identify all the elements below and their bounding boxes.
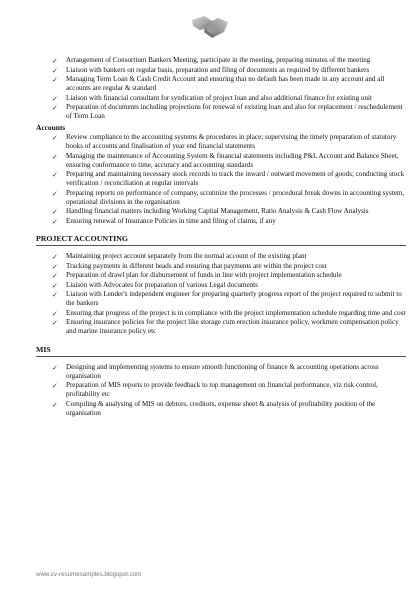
list-item — [36, 207, 406, 216]
check-icon: ✓ — [52, 94, 58, 103]
list-item-text: Ensuring insurance policies for the project like storage cum erection insurance policy, workmen compensation policy and marine insurance policy etc — [66, 318, 399, 335]
list-item-text: Ensuring renewal of Insurance Policies in time and filing of claims, if any — [66, 216, 276, 225]
list-item — [36, 133, 406, 151]
check-icon: ✓ — [52, 272, 58, 280]
list-item — [36, 152, 406, 170]
list-item — [36, 56, 406, 65]
list-item — [36, 75, 406, 93]
list-item-text: Preparation of MIS reports to provide feedback to top management on financial performance, viz risk control, profitability etc — [66, 381, 378, 398]
resume-content — [36, 56, 406, 418]
list-item — [36, 189, 406, 207]
mis-list — [36, 363, 406, 418]
project-accounting-list — [36, 252, 406, 336]
list-item-text: Preparing reports on performance of company, scrutinize the processes / procedural break downs in accounting system, operational divisions in the organisation — [66, 188, 405, 206]
accounts-list — [36, 133, 406, 226]
list-item — [36, 170, 406, 188]
list-item-text: Managing the maintenance of Accounting System & financial statements including P&L Account and Balance Sheet, ensuring conformance to time, accuracy and accounting standards — [66, 151, 399, 169]
list-item — [36, 252, 406, 261]
list-item — [36, 103, 406, 121]
list-item — [36, 217, 406, 226]
check-icon: ✓ — [52, 217, 58, 226]
check-icon: ✓ — [52, 104, 58, 112]
check-icon: ✓ — [52, 382, 58, 390]
check-icon: ✓ — [52, 152, 58, 161]
list-item — [36, 400, 406, 418]
project-accounting-title: PROJECT ACCOUNTING — [36, 234, 406, 246]
list-item — [36, 318, 406, 336]
list-item — [36, 94, 406, 103]
check-icon: ✓ — [52, 319, 58, 327]
check-icon: ✓ — [52, 189, 58, 198]
list-item-text: Preparation of drawl plan for disbursement of funds in line with project implementation schedule — [66, 271, 342, 279]
list-item-text: Liaison with Lender's independent engineer for preparing quarterly progress report of the project required to submit to the bankers — [66, 290, 402, 307]
check-icon: ✓ — [52, 291, 58, 299]
check-icon: ✓ — [52, 57, 58, 65]
list-item-text: Tracking payments in different heads and ensuring that payments are within the project cost — [66, 261, 327, 270]
footer-url: www.cv-resumesamples.blogspot.com — [36, 571, 142, 578]
list-item-text: Maintaining project account separately from the normal account of the existing plant — [66, 252, 307, 260]
list-item — [36, 262, 406, 271]
list-item-text: Preparing and maintaining necessary stock records to track the inward / outward movement of goods; conducting stock verification / reconciliation at regular intervals — [66, 170, 405, 187]
list-item — [36, 363, 406, 381]
accounts-heading: Accounts — [36, 123, 66, 132]
list-item-text: Handling financial matters including Working Capital Management, Ratio Analysis & Cash Flow Analysis — [66, 207, 369, 215]
list-item-text: Review compliance to the accounting systems & procedures in place; supervising the timely preparation of statutory books of accounts and finalisation of year end financial statements — [66, 133, 397, 150]
list-item-text: Arrangement of Consortium Bankers Meeting, participate in the meeting, preparing minutes of the meeting — [66, 56, 371, 64]
check-icon: ✓ — [52, 363, 58, 372]
check-icon: ✓ — [52, 262, 58, 271]
check-icon: ✓ — [52, 76, 58, 84]
list-item — [36, 309, 406, 318]
check-icon: ✓ — [52, 309, 58, 318]
check-icon: ✓ — [52, 281, 58, 290]
check-icon: ✓ — [52, 66, 58, 75]
mis-title: MIS — [36, 345, 406, 357]
list-item-text: Liaison with financial consultant for syndication of project loan and also additional finance for existing unit — [66, 93, 372, 102]
list-item — [36, 381, 406, 399]
list-item-text: Liaison with Advocates for preparation of various Legal documents — [66, 280, 258, 289]
check-icon: ✓ — [52, 171, 58, 179]
list-item-text: Liaison with bankers on regular basis, preparation and filing of documents as required by different bankers — [66, 65, 370, 74]
list-item-text: Preparation of documents including projections for renewal of existing loan and also for replacement / reschedulement of Term Loan — [66, 103, 403, 120]
list-item-text: Managing Term Loan & Cash Credit Account and ensuring that no default has been made in any account and all accounts are regular & standard — [66, 75, 385, 92]
list-item — [36, 290, 406, 308]
check-icon: ✓ — [52, 400, 58, 409]
check-icon: ✓ — [52, 134, 58, 142]
check-icon: ✓ — [52, 253, 58, 261]
handshake-icon — [190, 10, 230, 46]
list-item — [36, 271, 406, 280]
list-item — [36, 66, 406, 75]
check-icon: ✓ — [52, 208, 58, 216]
banking-duties-list — [36, 56, 406, 121]
list-item-text: Designing and implementing systems to ensure smooth functioning of finance & accounting operations across organisation — [66, 362, 379, 380]
list-item-text: Compiling & analysing of MIS on debtors, creditors, expense sheet & analysis of profitability position of the organisation — [66, 399, 376, 417]
list-item-text: Ensuring that progress of the project is in compliance with the project implementation schedule regarding time and cost — [66, 308, 406, 317]
list-item — [36, 281, 406, 290]
